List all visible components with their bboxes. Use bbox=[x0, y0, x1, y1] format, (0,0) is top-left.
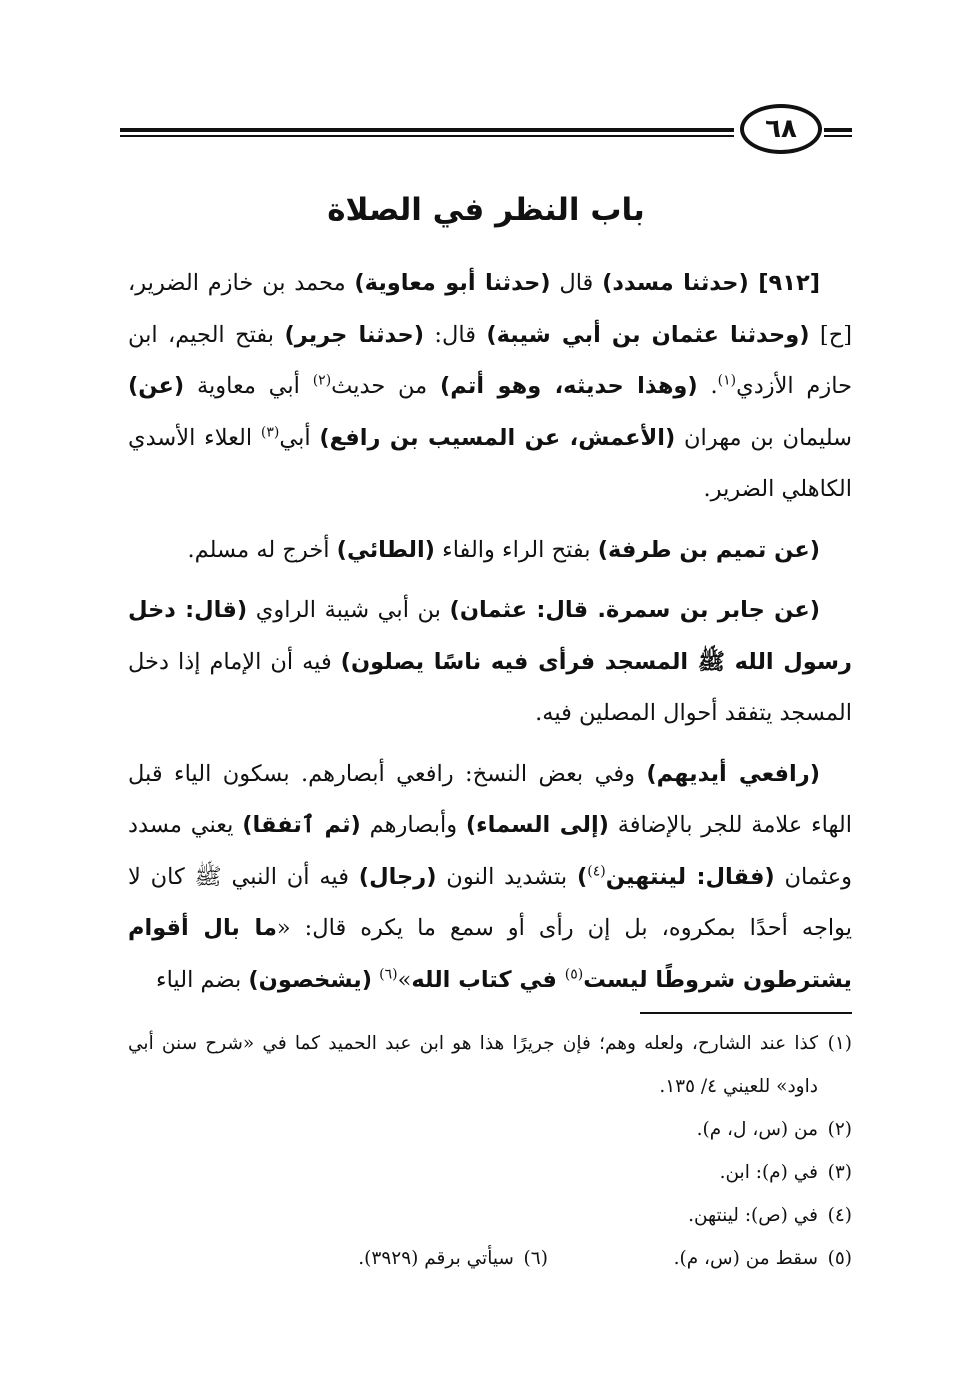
bold-phrase: (عن جابر بن سمرة. قال: عثمان) bbox=[449, 597, 820, 623]
bold-phrase: (حدثنا جرير) bbox=[284, 321, 425, 348]
paragraph-jabir: (عن جابر بن سمرة. قال: عثمان) بن أبي شيبة الراوي (قال: دخل رسول الله ﷺ المسجد فرأى فيه ناسًا يصلون) فيه أن الإمام إذا دخل المسجد يتفقد أحوال المصلين فيه. bbox=[128, 597, 852, 726]
page-number-badge bbox=[740, 104, 822, 154]
footnote-row bbox=[128, 1237, 852, 1280]
footnote-ref[interactable]: (٣) bbox=[260, 424, 280, 440]
bold-phrase: [٩١٢] (حدثنا مسدد) bbox=[602, 270, 820, 296]
header-rule-thin bbox=[120, 135, 734, 137]
header-rule bbox=[120, 128, 734, 132]
footnote-text: في (ص): لينتهن. bbox=[688, 1205, 818, 1226]
page-number: ٦٨ bbox=[765, 114, 797, 144]
footnote-text: من (س، ل، م). bbox=[696, 1119, 818, 1140]
footnote-2 bbox=[128, 1108, 852, 1151]
footnote-text: كذا عند الشارح، ولعله وهم؛ فإن جريرًا هذا هو ابن عبد الحميد كما في «شرح سنن أبي داود» للعيني ٤/ ١٣٥. bbox=[128, 1033, 818, 1097]
bold-phrase: (إلى السماء) bbox=[465, 812, 609, 838]
paragraph-hadith-912: [٩١٢] (حدثنا مسدد) قال (حدثنا أبو معاوية) محمد بن خازم الضرير، [ح] (وحدثنا عثمان بن أبي شيبة) قال: (حدثنا جرير) بفتح الجيم، ابن حازم الأزدي$^{(١)}$. (وهذا حديثه، وهو أتم) من حديث$^{(٢)}$ أبي معاوية (عن) سليمان بن مهران (الأعمش، عن المسيب بن رافع) أبي$^{(٣)}$ العلاء الأسدي الكاهلي الضرير. bbox=[128, 270, 853, 502]
chapter-title: باب النظر في الصلاة bbox=[327, 192, 645, 228]
header-rule-right bbox=[824, 128, 852, 132]
footnote-number: (٥) bbox=[827, 1248, 852, 1269]
paragraph-tamim: (عن تميم بن طرفة) بفتح الراء والفاء (الطائي) أخرج له مسلم. bbox=[187, 536, 820, 563]
footnote-number: (٦) bbox=[523, 1248, 548, 1269]
bold-phrase: ما بال أقوام يشترطون شروطًا ليست bbox=[128, 915, 852, 993]
bold-phrase: ) bbox=[576, 863, 588, 890]
bold-phrase: (عن تميم بن طرفة) bbox=[597, 536, 820, 563]
bold-phrase: (فقال: لينتهين bbox=[605, 863, 775, 890]
footnote-3 bbox=[128, 1151, 852, 1194]
bold-phrase: (رافعي أيديهم) bbox=[646, 760, 820, 787]
footnote-text: سيأتي برقم (٣٩٢٩). bbox=[358, 1248, 514, 1269]
footnote-number: (٤) bbox=[827, 1205, 852, 1226]
footnote-6 bbox=[244, 1237, 548, 1280]
bold-phrase: (وحدثنا عثمان بن أبي شيبة) bbox=[486, 321, 810, 348]
footnote-text: سقط من (س، م). bbox=[673, 1248, 818, 1269]
footnote-ref[interactable]: (٥) bbox=[564, 966, 584, 982]
bold-phrase: (ثم ٱتفقا) bbox=[242, 812, 361, 838]
bold-phrase: (الطائي) bbox=[336, 536, 435, 563]
footnote-5 bbox=[548, 1237, 852, 1280]
footnote-ref[interactable]: (٢) bbox=[312, 372, 332, 389]
footnote-separator bbox=[640, 1012, 852, 1014]
footnotes bbox=[128, 1022, 852, 1280]
bold-phrase: (يشخصون) bbox=[248, 966, 372, 993]
paragraph-rafi: (رافعي أيديهم) وفي بعض النسخ: رافعي أبصارهم. بسكون الياء قبل الهاء علامة للجر بالإضافة (إلى السماء) وأبصارهم (ثم ٱتفقا) يعني مسدد وعثمان (فقال: لينتهين$^{(٤)}$) بتشديد النون (رجال) فيه أن النبي ﷺ كان لا يواجه أحدًا بمكروه، بل إن رأى أو سمع ما يكره قال: «ما بال أقوام يشترطون شروطًا ليست$^{(٥)}$ في كتاب الله»$^{(٦)}$ (يشخصون) بضم الياء bbox=[128, 760, 852, 993]
footnote-number: (٢) bbox=[827, 1119, 852, 1140]
footnote-ref[interactable]: (٤) bbox=[587, 863, 606, 879]
page-header bbox=[120, 100, 852, 160]
footnote-1 bbox=[128, 1022, 852, 1108]
body-text bbox=[128, 258, 852, 1015]
footnote-number: (١) bbox=[827, 1033, 852, 1054]
bold-phrase: (حدثنا أبو معاوية) bbox=[354, 270, 551, 296]
footnote-ref[interactable]: (٦) bbox=[379, 966, 398, 982]
header-rule-right-thin bbox=[824, 135, 852, 137]
footnote-ref[interactable]: (١) bbox=[717, 372, 737, 389]
bold-phrase: (قال: دخل رسول الله ﷺ المسجد فرأى فيه ناسًا يصلون) bbox=[128, 597, 852, 675]
bold-phrase: (عن) bbox=[128, 373, 185, 399]
bold-phrase: (رجال) bbox=[358, 863, 437, 890]
bold-phrase: (وهذا حديثه، وهو أتم) bbox=[439, 373, 698, 399]
footnote-text: في (م): ابن. bbox=[719, 1162, 818, 1183]
footnote-number: (٣) bbox=[827, 1162, 852, 1183]
footnote-4 bbox=[128, 1194, 852, 1237]
bold-phrase: (الأعمش، عن المسيب بن رافع) bbox=[319, 424, 676, 451]
bold-phrase: في كتاب الله bbox=[411, 966, 565, 993]
